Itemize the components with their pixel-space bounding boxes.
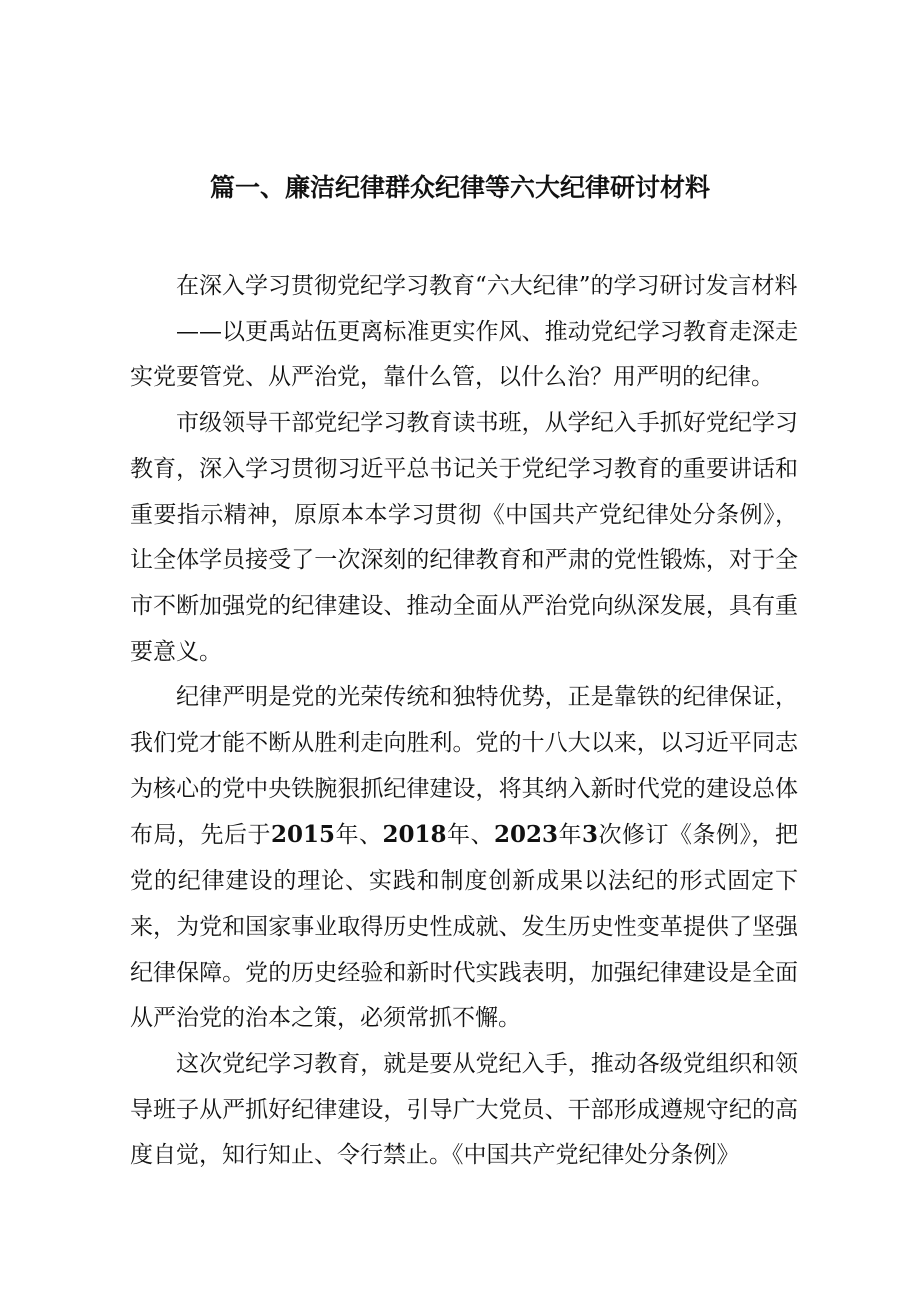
paragraph-2-text: ——以更禹站伍更离标准更实作风、推动党纪学习教育走深走实党要管党、从严治党，靠什么管，以什么治？用严明的纪律。 [130,318,798,391]
paragraph-4-text-b: 年、 [335,822,383,849]
paragraph-4-text-a: 纪律严明是党的光荣传统和独特优势，正是靠铁的纪律保证，我们党才能不断从胜利走向胜利。党的十八大以来，以习近平同志为核心的党中央铁腕狠抓纪律建设，将其纳入新时代党的建设总体布局，先后于 [130,684,798,849]
year-2015: 2015 [270,821,335,849]
paragraph-4-text-d: 年 [558,822,583,849]
paragraph-1 [130,264,798,310]
paragraph-4 [130,675,798,1042]
paragraph-4-text-c: 年、 [446,822,495,849]
document-title: 篇一、廉洁纪律群众纪律等六大纪律研讨材料 [209,173,710,202]
paragraph-2 [130,310,798,401]
year-2023: 2023 [494,821,559,849]
paragraph-1-text: 在深入学习贯彻党纪学习教育“六大纪律”的学习研讨发言材料 [176,273,798,299]
document-body [130,264,798,1179]
paragraph-5-text: 这次党纪学习教育，就是要从党纪入手，推动各级党组织和领导班子从严抓好纪律建设，引导广大党员、干部形成遵规守纪的高度自觉，知行知止、令行禁止。《中国共产党纪律处分条例》 [130,1050,798,1169]
paragraph-3 [130,401,798,675]
paragraph-5 [130,1042,798,1179]
year-2018: 2018 [382,821,447,849]
revision-count: 3 [582,821,599,849]
paragraph-3-text: 市级领导干部党纪学习教育读书班，从学纪入手抓好党纪学习教育，深入学习贯彻习近平总书记关于党纪学习教育的重要讲话和重要指示精神，原原本本学习贯彻《中国共产党纪律处分条例》，让全体学员接受了一次深刻的纪律教育和严肃的党性锻炼，对于全市不断加强党的纪律建设、推动全面从严治党向纵深发展，具有重要意义。 [130,410,798,665]
paragraph-4-text-e: 次修订《条例》，把党的纪律建设的理论、实践和制度创新成果以法纪的形式固定下来，为党和国家事业取得历史性成就、发生历史性变革提供了坚强纪律保障。党的历史经验和新时代实践表明，加强纪律建设是全面从严治党的治本之策，必须常抓不懈。 [130,822,799,1032]
